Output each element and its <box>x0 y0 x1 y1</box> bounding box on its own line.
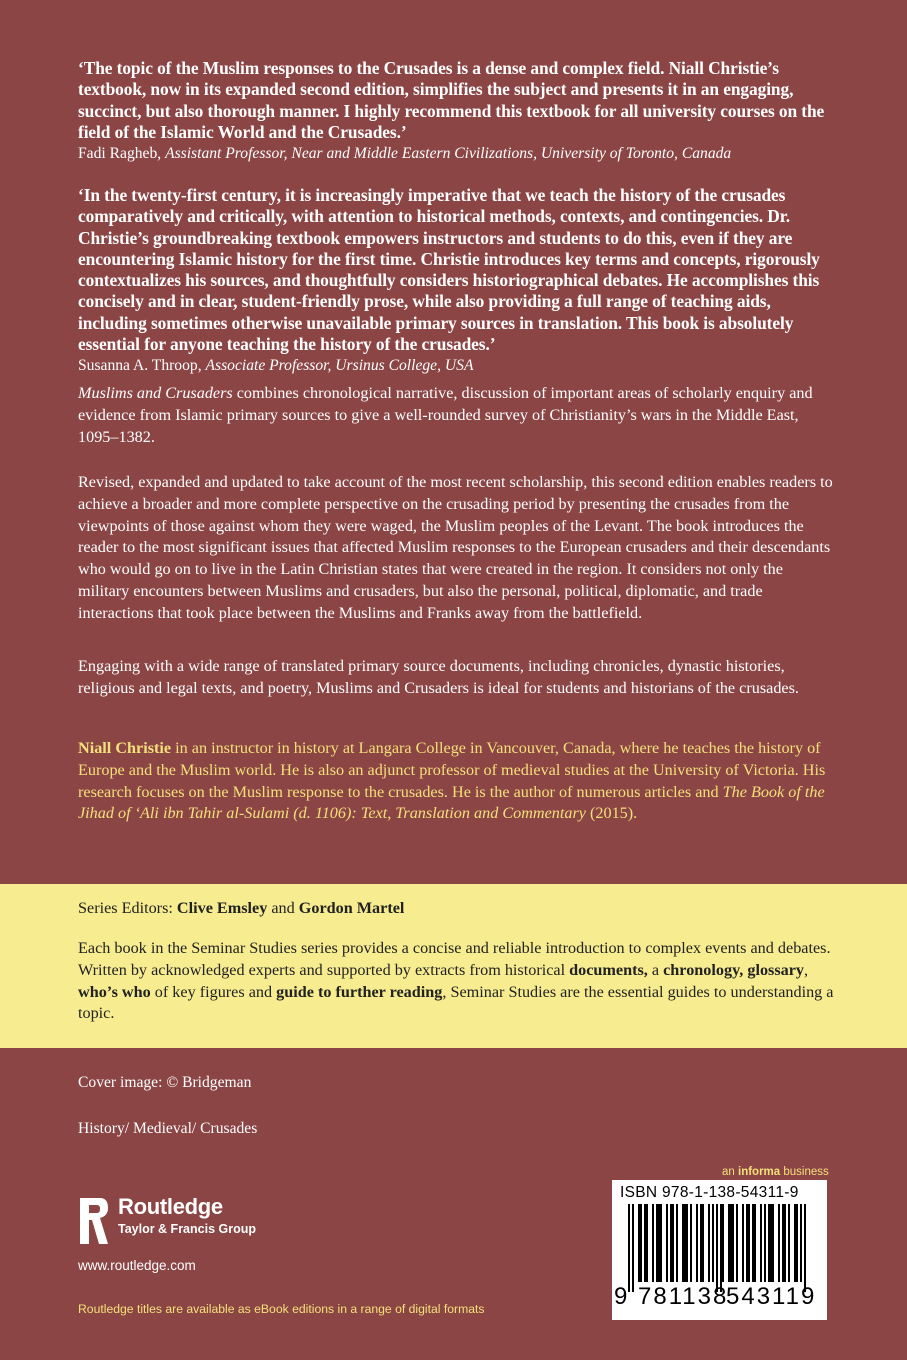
barcode-bars <box>628 1204 818 1292</box>
endorsement-2-affiliation: Associate Professor, Ursinus College, USA <box>205 357 474 375</box>
series-editor-1: Clive Emsley <box>176 899 268 917</box>
series-editor-2: Gordon Martel <box>298 899 405 917</box>
barcode-bar <box>652 1204 654 1282</box>
barcode-bar <box>748 1204 750 1282</box>
barcode-bar <box>682 1204 684 1282</box>
barcode-bar <box>794 1204 796 1282</box>
book-title: Muslims and Crusaders <box>78 384 233 402</box>
series-text-2: a <box>647 960 664 979</box>
endorsement-1-attribution <box>78 143 838 164</box>
barcode-bar <box>666 1204 668 1282</box>
barcode-bar <box>670 1204 672 1282</box>
ebook-note: Routledge titles are available as eBook editions in a range of digital formats <box>78 1302 485 1316</box>
barcode-digits-left: 781138 <box>638 1283 729 1310</box>
endorsement-2 <box>78 185 838 376</box>
barcode-bar <box>722 1204 724 1282</box>
barcode-bar <box>672 1204 674 1282</box>
informa-prefix: an <box>722 1166 738 1178</box>
barcode-bar <box>686 1204 688 1282</box>
barcode-bar <box>784 1204 786 1282</box>
barcode-digits-right: 543119 <box>726 1283 817 1310</box>
series-bold-3: glossary <box>747 960 805 979</box>
series-text-5: of key figures and <box>150 982 277 1001</box>
description-paragraph-2: Revised, expanded and updated to take account of the most recent scholarship, this second edition enables readers to achieve a broader and more complete perspective on the crusading period by presenting the crusades from the viewpoints of those against whom they were waged, the Muslim peoples of the Levant. The book introduces the reader to the most significant issues that affected Muslim responses to the European crusaders and their descendants who would go on to live in the Latin Christian states that were created in the region. It considers not only the military encounters between Muslims and crusaders, but also the personal, political, diplomatic, and trade interactions that took place between the Muslims and Franks away from the battlefield. <box>78 473 833 622</box>
barcode-bar <box>684 1204 686 1282</box>
description-paragraph-1 <box>78 383 838 448</box>
publisher-website: www.routledge.com <box>78 1258 196 1273</box>
series-text-6: , Seminar Studies are the essential guides to understanding a topic. <box>78 982 834 1023</box>
isbn-barcode <box>612 1180 827 1320</box>
endorsement-2-author: Susanna A. Throop, <box>78 357 202 375</box>
barcode-bar <box>660 1204 662 1282</box>
informa-name: informa <box>738 1166 781 1178</box>
barcode-bar <box>716 1204 718 1292</box>
isbn-label: ISBN 978-1-138-54311-9 <box>620 1184 799 1201</box>
routledge-r-icon <box>78 1196 110 1246</box>
barcode-bar <box>720 1204 722 1292</box>
subject-categories: History/ Medieval/ Crusades <box>78 1120 258 1137</box>
endorsement-1-author: Fadi Ragheb, <box>78 145 162 163</box>
barcode-bar <box>644 1204 646 1282</box>
barcode-bar <box>742 1204 744 1282</box>
barcode-bar <box>746 1204 748 1282</box>
barcode-bar <box>728 1204 730 1282</box>
barcode-bar <box>638 1204 640 1282</box>
endorsement-1 <box>78 58 838 164</box>
cover-image-credit: Cover image: © Bridgeman <box>78 1074 252 1091</box>
description-1-text: combines chronological narrative, discussion of important areas of scholarly enquiry and evidence from Islamic primary sources to give a well-rounded survey of Christianity’s wars in the Middle East, 1095–1382. <box>78 384 813 446</box>
barcode-bar <box>712 1204 714 1282</box>
informa-tagline <box>722 1166 829 1178</box>
author-bio-text: in an instructor in history at Langara College in Vancouver, Canada, where he teaches the history of Europe and the Muslim world. He is also an adjunct professor of medieval studies at the University of Victoria. His research focuses on the Muslim response to the crusades. He is the author of numerous articles and <box>78 739 826 801</box>
barcode-bar <box>752 1204 754 1282</box>
author-book-title: The Book of the Jihad of ‘Ali ibn Tahir al-Sulami (d. 1106): Text, Translation and Commentary <box>78 782 825 823</box>
barcode-bar <box>632 1204 634 1292</box>
barcode-bar <box>696 1204 698 1282</box>
barcode-bar <box>772 1204 774 1282</box>
barcode-bar <box>708 1204 710 1282</box>
series-text-1: Each book in the Seminar Studies series provides a concise and reliable introduction to complex events and debates. Written by acknowledged experts and supported by extracts from historical <box>78 939 831 979</box>
barcode-digit-first: 9 <box>614 1283 630 1310</box>
barcode-bar <box>754 1204 756 1282</box>
informa-suffix: business <box>780 1166 829 1178</box>
series-description <box>78 938 838 1025</box>
series-editors-and: and <box>267 899 299 917</box>
barcode-bar <box>736 1204 738 1282</box>
barcode-bar <box>656 1204 658 1282</box>
description-paragraph-3: Engaging with a wide range of translated primary source documents, including chronicles, dynastic histories, religious and legal texts, and poetry, Muslims and Crusaders is ideal for students and historians of the crusades. <box>78 657 799 697</box>
endorsement-1-quote: ‘The topic of the Muslim responses to the Crusades is a dense and complex field. Niall Christie’s textbook, now in its expanded second edition, simplifies the subject and presents it in an engaging, succinct, but also thorough manner. I highly recommend this textbook for all university courses on the field of the Islamic World and the Crusades.’ <box>78 58 825 142</box>
barcode-bar <box>730 1204 732 1282</box>
barcode-bar <box>778 1204 780 1282</box>
endorsement-2-attribution <box>78 355 838 376</box>
series-bold-5: guide to further reading <box>276 982 443 1001</box>
series-editors-label: Series Editors: <box>78 899 177 917</box>
barcode-bar <box>658 1204 660 1282</box>
barcode-bar <box>782 1204 784 1282</box>
series-editors <box>78 899 404 918</box>
barcode-bar <box>646 1204 648 1282</box>
series-bold-2: chronology, <box>663 960 744 979</box>
barcode-bar <box>760 1204 762 1282</box>
publisher-name: Routledge <box>118 1194 223 1219</box>
series-band <box>0 884 907 1048</box>
barcode-bar <box>700 1204 702 1282</box>
endorsement-2-quote: ‘In the twenty-first century, it is increasingly imperative that we teach the history of the crusades comparatively and critically, with attention to historical methods, contexts, and contingencies. Dr. Christie’s groundbreaking textbook empowers instructors and students to do this, even if they are encountering Islamic history for the first time. Christie introduces key terms and concepts, rigorously contextualizes his sources, and thoughtfully considers historiographical debates. He accomplishes this concisely and in clear, student-friendly prose, while also providing a full range of teaching aids, including sometimes otherwise unavailable primary sources in translation. This book is absolutely essential for anyone teaching the history of the crusades.’ <box>78 185 820 355</box>
barcode-bar <box>788 1204 790 1282</box>
barcode-bar <box>690 1204 692 1282</box>
author-bio <box>78 738 838 825</box>
barcode-bar <box>800 1204 802 1282</box>
series-bold-4: who’s who <box>78 982 151 1001</box>
barcode-bar <box>640 1204 642 1282</box>
author-name: Niall Christie <box>78 739 172 757</box>
series-bold-1: documents, <box>569 960 648 979</box>
publisher-group: Taylor & Francis Group <box>118 1222 256 1236</box>
barcode-bar <box>764 1204 766 1282</box>
barcode-bar <box>732 1204 734 1282</box>
barcode-bar <box>676 1204 678 1282</box>
series-text-4: , <box>804 960 809 979</box>
barcode-bar <box>628 1204 630 1292</box>
author-bio-end: (2015). <box>585 804 638 823</box>
endorsement-1-affiliation: Assistant Professor, Near and Middle Eastern Civilizations, University of Toronto, Canada <box>165 145 732 163</box>
barcode-bar <box>770 1204 772 1282</box>
barcode-bar <box>804 1204 806 1292</box>
barcode-bar <box>796 1204 798 1282</box>
barcode-bar <box>768 1204 770 1282</box>
barcode-bar <box>702 1204 704 1282</box>
